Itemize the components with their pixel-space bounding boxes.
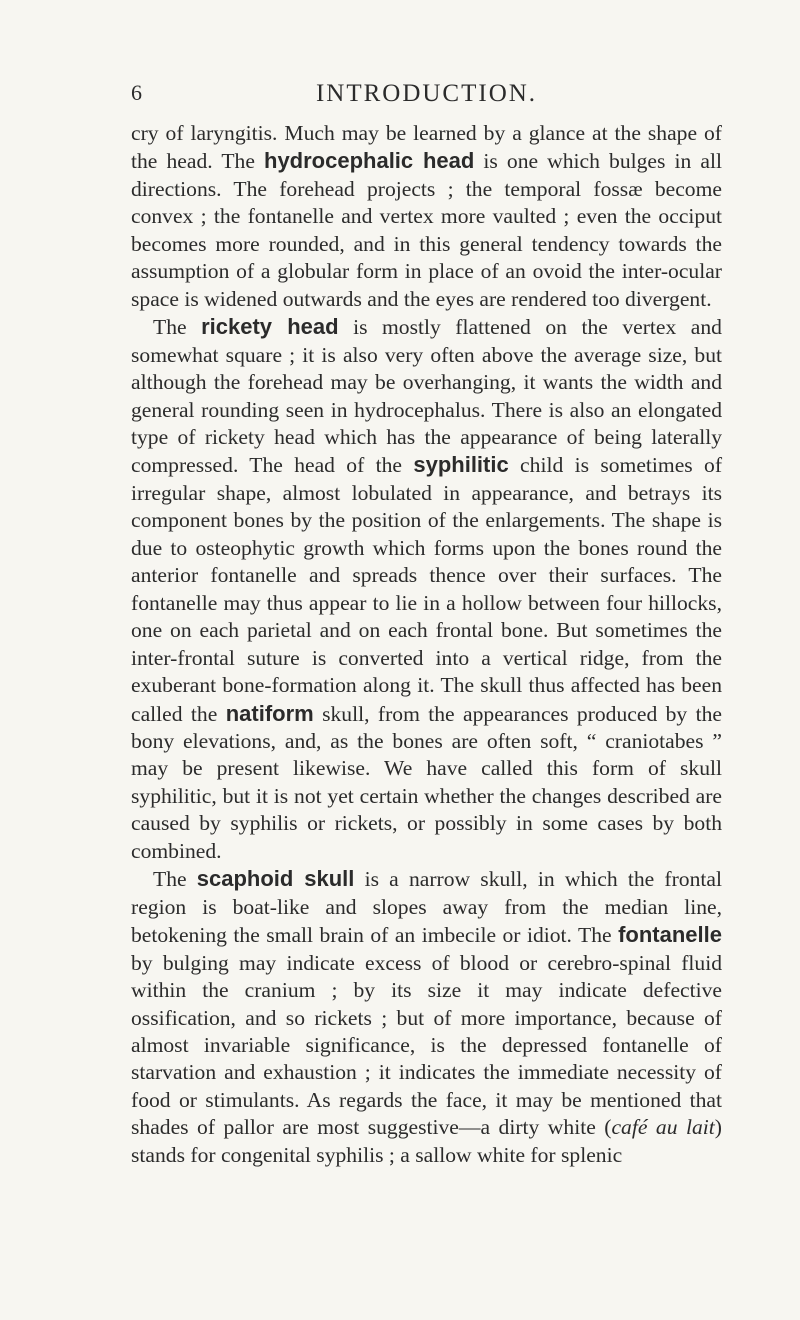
running-head: INTRODUCTION. xyxy=(315,80,538,107)
body-text xyxy=(131,120,722,1169)
term-hydrocephalic-head: hydrocephalic head xyxy=(264,148,475,174)
italic-cafe-au-lait: café au lait xyxy=(611,1115,715,1140)
term-syphilitic: syphilitic xyxy=(413,452,509,478)
term-rickety-head: rickety head xyxy=(201,314,339,340)
paragraph-3: The scaphoid skull is a narrow skull, in which the frontal region is boat-like and slopes away from the median line, betokening the small brain of an imbecile or idiot. The fontanelle by bulging may indicate excess of blood or cerebro-spinal fluid within the cranium ; by its size it may indicate defective ossification, and so rickets ; but of more importance, because of almost invariable significance, is the depressed fontanelle of starvation and exhaustion ; it indicates the immediate necessity of food or stimulants. As regards the face, it may be mentioned that shades of pallor are most suggestive—a dirty white (café au lait) stands for congenital syphilis ; a sallow white for splenic xyxy=(131,866,722,1167)
paragraph-2: The rickety head is mostly flattened on the vertex and somewhat square ; it is also very often above the average size, but although the forehead may be overhanging, it wants the width and general rounding seen in hydrocephalus. There is also an elongated type of rickety head which has the appearance of being laterally compressed. The head of the syphilitic child is sometimes of irregular shape, almost lobulated in appearance, and betrays its component bones by the position of the enlargements. The shape is due to osteophytic growth which forms upon the bones round the anterior fontanelle and spreads thence over their surfaces. The fontanelle may thus appear to lie in a hollow between four hillocks, one on each parietal and on each frontal bone. But sometimes the inter-frontal suture is converted into a vertical ridge, from the exuberant bone-formation along it. The skull thus affected has been called the natiform skull, from the appearances produced by the bony elevations, and, as the bones are often soft, “ craniotabes ” may be present likewise. We have called this form of skull syphilitic, but it is not yet certain whether the changes described are caused by syphilis or rickets, or possibly in some cases by both combined. xyxy=(131,314,723,863)
term-scaphoid-skull: scaphoid skull xyxy=(196,866,355,892)
paragraph-1: cry of laryngitis. Much may be learned by a glance at the shape of the head. The hydrocephalic head is one which bulges in all directions. The forehead projects ; the temporal fossæ become convex ; the fontanelle and vertex more vaulted ; even the occiput becomes more rounded, and in this general tendency towards the assumption of a globular form in place of an ovoid the inter-ocular space is widened outwards and the eyes are rendered too divergent. xyxy=(131,121,722,311)
page-number: 6 xyxy=(131,80,143,105)
term-natiform: natiform xyxy=(225,700,314,726)
page-header xyxy=(131,80,722,110)
term-fontanelle: fontanelle xyxy=(618,922,722,948)
